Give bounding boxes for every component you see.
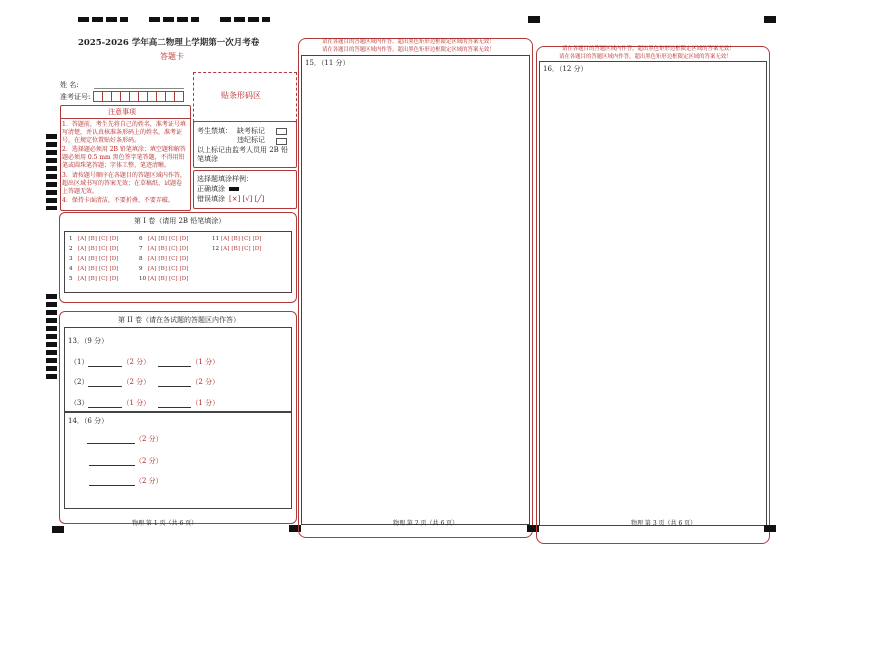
page3-warning: 请在各题目的答题区域内作答，超出黑色矩形边框限定区域的答案无效！ <box>562 46 735 52</box>
question-number: 10 <box>139 276 147 282</box>
fill-example-title: 选择题填涂样例： <box>197 175 253 183</box>
answer-blank[interactable] <box>89 485 135 486</box>
choice-bubble[interactable]: [D] <box>252 236 262 242</box>
absence-note: 以上标记由监考人员用 2B 铅笔填涂 <box>197 146 289 163</box>
choice-bubble[interactable]: [C] <box>168 246 178 252</box>
section1-title: 第 I 卷（请用 2B 铅笔填涂） <box>134 217 226 225</box>
question-number: 12 <box>212 246 220 252</box>
question-number: 5 <box>69 276 73 282</box>
choice-bubble[interactable]: [A] <box>148 266 157 272</box>
answer-blank[interactable] <box>89 465 135 466</box>
choice-bubble[interactable]: [A] <box>78 236 87 242</box>
choice-row <box>212 236 263 242</box>
question-number: 8 <box>139 256 143 262</box>
choice-bubble[interactable]: [D] <box>109 246 119 252</box>
answer-blank[interactable] <box>158 407 191 408</box>
choice-row <box>139 236 190 242</box>
choice-bubble[interactable]: [B] <box>158 246 167 252</box>
choice-bubble[interactable]: [C] <box>98 266 108 272</box>
answer-blank[interactable] <box>158 386 191 387</box>
question-number: 9 <box>139 266 143 272</box>
timing-mark <box>149 17 199 22</box>
choice-bubble[interactable]: [C] <box>241 236 251 242</box>
q14-row-3: （2 分） <box>89 476 163 486</box>
choice-bubble[interactable]: [A] <box>148 236 157 242</box>
question-number: 6 <box>139 236 143 242</box>
q13-row-1: （1） （2 分） （1 分） <box>70 358 220 366</box>
q16-heading: 16．（12 分） <box>543 65 588 73</box>
exam-title: 2025-2026 学年高二物理上学期第一次月考卷 <box>78 38 260 48</box>
q15-heading: 15．（11 分） <box>305 59 350 67</box>
wrong-fill-samples: [×] [√] [╱] <box>229 195 265 203</box>
page3-warning: 请在各题目的答题区域内作答，超出黑色矩形边框限定区域的答案无效！ <box>559 54 732 60</box>
choice-bubble[interactable]: [C] <box>98 276 108 282</box>
q14-row-2: （2 分） <box>89 456 163 466</box>
timing-mark <box>220 17 270 22</box>
choice-row <box>139 256 190 262</box>
page1-footer: 物理 第 1 页（共 6 页） <box>132 520 198 527</box>
notice-divider <box>60 118 190 119</box>
choice-row <box>69 256 120 262</box>
section2-title: 第 II 卷（请在各试题的答题区内作答） <box>118 316 240 324</box>
choice-bubble[interactable]: [A] <box>148 246 157 252</box>
violation-label: 违纪标记 <box>237 136 265 144</box>
choice-bubble[interactable]: [D] <box>109 256 119 262</box>
choice-bubble[interactable]: [B] <box>88 236 97 242</box>
choice-bubble[interactable]: [C] <box>168 256 178 262</box>
choice-bubble[interactable]: [D] <box>109 266 119 272</box>
choice-bubble[interactable]: [B] <box>158 276 167 282</box>
q13-heading: 13．（9 分） <box>68 337 109 345</box>
choice-bubble[interactable]: [D] <box>109 276 119 282</box>
corner-mark <box>52 526 64 533</box>
choice-bubble[interactable]: [A] <box>148 256 157 262</box>
timing-mark <box>78 17 128 22</box>
answer-sheet-label: 答题卡 <box>160 52 184 61</box>
q13-row-2: （2） （2 分） （2 分） <box>70 378 220 386</box>
page2-warning: 请在各题目的答题区域内作答，超出黑色矩形边框限定区域的答案无效！ <box>322 39 495 45</box>
choice-row <box>69 266 120 272</box>
q14-row-1: （2 分） <box>87 434 163 444</box>
choice-bubble[interactable]: [C] <box>168 276 178 282</box>
choice-bubble[interactable]: [D] <box>179 256 189 262</box>
choice-bubble[interactable]: [C] <box>98 256 108 262</box>
corner-mark <box>528 16 540 23</box>
choice-bubble[interactable]: [A] <box>221 236 230 242</box>
choice-bubble[interactable]: [B] <box>88 276 97 282</box>
absence-label: 考生禁填： <box>197 127 232 135</box>
answer-blank[interactable] <box>87 443 135 444</box>
q16-answer-box[interactable] <box>539 61 767 526</box>
choice-bubble[interactable]: [A] <box>78 256 87 262</box>
choice-row <box>69 276 120 282</box>
choice-bubble[interactable]: [C] <box>241 246 251 252</box>
choice-row <box>212 246 263 252</box>
choice-bubble[interactable]: [D] <box>179 266 189 272</box>
q15-answer-box[interactable] <box>301 55 530 525</box>
exam-id-boxes[interactable] <box>93 91 183 102</box>
choice-bubble[interactable]: [B] <box>88 266 97 272</box>
exam-id-label: 准考证号: <box>60 93 91 101</box>
choice-row <box>69 246 120 252</box>
choice-bubble[interactable]: [B] <box>88 256 97 262</box>
corner-mark <box>764 525 776 532</box>
missing-label: 缺考标记 <box>237 127 265 135</box>
left-timing-marks <box>46 134 57 210</box>
notice-item: 3．请按题号顺序在各题目的答题区域内作答，超出区域书写的答案无效；在草稿纸、试题卷上答题无效。 <box>62 172 186 195</box>
choice-bubble[interactable]: [B] <box>158 266 167 272</box>
answer-blank[interactable] <box>88 366 122 367</box>
choice-row <box>139 276 190 282</box>
choice-bubble[interactable]: [D] <box>179 236 189 242</box>
choice-bubble[interactable]: [C] <box>98 236 108 242</box>
left-timing-marks <box>46 294 57 380</box>
violation-checkbox[interactable] <box>276 138 287 145</box>
choice-row <box>139 266 190 272</box>
notice-item: 4．保持卡面清洁，不要折叠、不要弄破。 <box>62 197 174 204</box>
question-number: 1 <box>69 236 73 242</box>
question-number: 2 <box>69 246 73 252</box>
choice-bubble[interactable]: [D] <box>179 246 189 252</box>
notice-item: 2．选择题必须用 2B 铅笔填涂；填空题和解答题必须用 0.5 mm 黑色签字笔答题，不得用铅笔或圆珠笔答题；字体工整、笔迹清晰。 <box>62 146 186 169</box>
q14-heading: 14．（6 分） <box>68 417 109 425</box>
question-number: 11 <box>212 236 220 242</box>
question-number: 3 <box>69 256 73 262</box>
q13-row-3: （3） （1 分） （1 分） <box>70 399 220 407</box>
choice-bubble[interactable]: [C] <box>168 266 178 272</box>
choice-bubble[interactable]: [B] <box>231 246 240 252</box>
answer-blank[interactable] <box>158 366 191 367</box>
choice-bubble[interactable]: [C] <box>98 246 108 252</box>
choice-bubble[interactable]: [D] <box>109 236 119 242</box>
name-field[interactable] <box>94 88 184 89</box>
choice-bubble[interactable]: [A] <box>221 246 230 252</box>
choice-bubble[interactable]: [B] <box>158 236 167 242</box>
answer-blank[interactable] <box>88 407 122 408</box>
choice-bubble[interactable]: [D] <box>179 276 189 282</box>
question-number: 4 <box>69 266 73 272</box>
page3-footer: 物理 第 3 页（共 6 页） <box>631 520 697 527</box>
correct-fill-label: 正确填涂 <box>197 185 225 193</box>
choice-bubble[interactable]: [A] <box>78 276 87 282</box>
wrong-fill-label: 错误填涂 <box>197 195 225 203</box>
choice-bubble[interactable]: [A] <box>148 276 157 282</box>
choice-bubble[interactable]: [B] <box>231 236 240 242</box>
page2-warning: 请在各题目的答题区域内作答，超出黑色矩形边框限定区域的答案无效！ <box>322 47 495 53</box>
choice-bubble[interactable]: [B] <box>158 256 167 262</box>
choice-row <box>139 246 190 252</box>
choice-bubble[interactable]: [D] <box>252 246 262 252</box>
corner-mark <box>764 16 776 23</box>
choice-row <box>69 236 120 242</box>
correct-fill-sample <box>229 187 239 191</box>
choice-bubble[interactable]: [C] <box>168 236 178 242</box>
page2-footer: 物理 第 2 页（共 6 页） <box>393 520 459 527</box>
choice-bubble[interactable]: [A] <box>78 246 87 252</box>
choice-bubble[interactable]: [A] <box>78 266 87 272</box>
answer-blank[interactable] <box>88 386 122 387</box>
notice-item: 1．答题前，考生先将自己的姓名，准考证号填写清楚，并认真核准条形码上的姓名，准考证号，在规定位置贴好条形码。 <box>62 121 186 144</box>
question-number: 7 <box>139 246 143 252</box>
name-label: 姓 名: <box>60 81 79 89</box>
barcode-label: 贴条形码区 <box>221 91 261 100</box>
missing-checkbox[interactable] <box>276 128 287 135</box>
choice-bubble[interactable]: [B] <box>88 246 97 252</box>
notice-title: 注意事项 <box>108 108 136 116</box>
